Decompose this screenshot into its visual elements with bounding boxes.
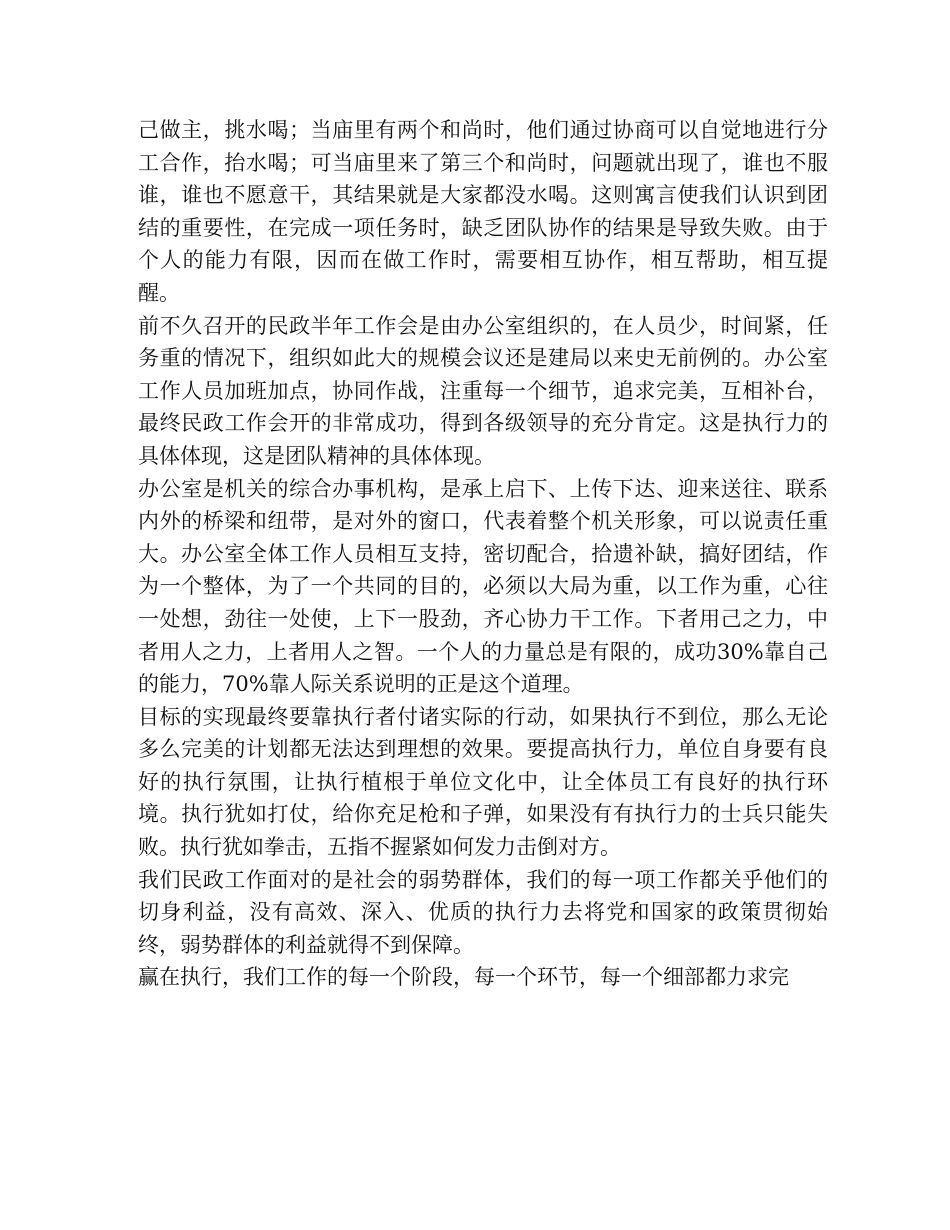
paragraph-4: 目标的实现最终要靠执行者付诸实际的行动，如果执行不到位，那么无论多么完美的计划都无法达到理想的效果。要提高执行力，单位自身要有良好的执行氛围，让执行植根于单位文化中，让全体员工有良好的执行环境。执行犹如打仗，给你充足枪和子弹，如果没有有执行力的士兵只能失败。执行犹如拳击，五指不握紧如何发力击倒对方。: [138, 704, 828, 860]
paragraph-2: 前不久召开的民政半年工作会是由办公室组织的，在人员少，时间紧，任务重的情况下，组织如此大的规模会议还是建局以来史无前例的。办公室工作人员加班加点，协同作战，注重每一个细节，追求完美，互相补台，最终民政工作会开的非常成功，得到各级领导的充分肯定。这是执行力的具体体现，这是团队精神的具体体现。: [138, 313, 828, 468]
paragraph-3: 办公室是机关的综合办事机构，是承上启下、上传下达、迎来送往、联系内外的桥梁和纽带，是对外的窗口，代表着整个机关形象，可以说责任重大。办公室全体工作人员相互支持，密切配合，拾遗补缺，搞好团结，作为一个整体，为了一个共同的目的，必须以大局为重，以工作为重，心往一处想，劲往一处使，上下一股劲，齐心协力干工作。下者用己之力，中者用人之力，上者用人之智。一个人的力量总是有限的，成功30%靠自己的能力，70%靠人际关系说明的正是这个道理。: [138, 476, 828, 697]
paragraph-1: 己做主，挑水喝；当庙里有两个和尚时，他们通过协商可以自觉地进行分工合作，抬水喝；可当庙里来了第三个和尚时，问题就出现了，谁也不服谁，谁也不愿意干，其结果就是大家都没水喝。这则寓言使我们认识到团结的重要性，在完成一项任务时，缺乏团队协作的结果是导致失败。由于个人的能力有限，因而在做工作时，需要相互协作，相互帮助，相互提醒。: [138, 118, 828, 305]
document-body: [138, 114, 828, 994]
paragraph-6: 赢在执行，我们工作的每一个阶段，每一个环节，每一个细部都力求完: [138, 965, 789, 990]
paragraph-5: 我们民政工作面对的是社会的弱势群体，我们的每一项工作都关乎他们的切身利益，没有高效、深入、优质的执行力去将党和国家的政策贯彻始终，弱势群体的利益就得不到保障。: [138, 867, 828, 957]
